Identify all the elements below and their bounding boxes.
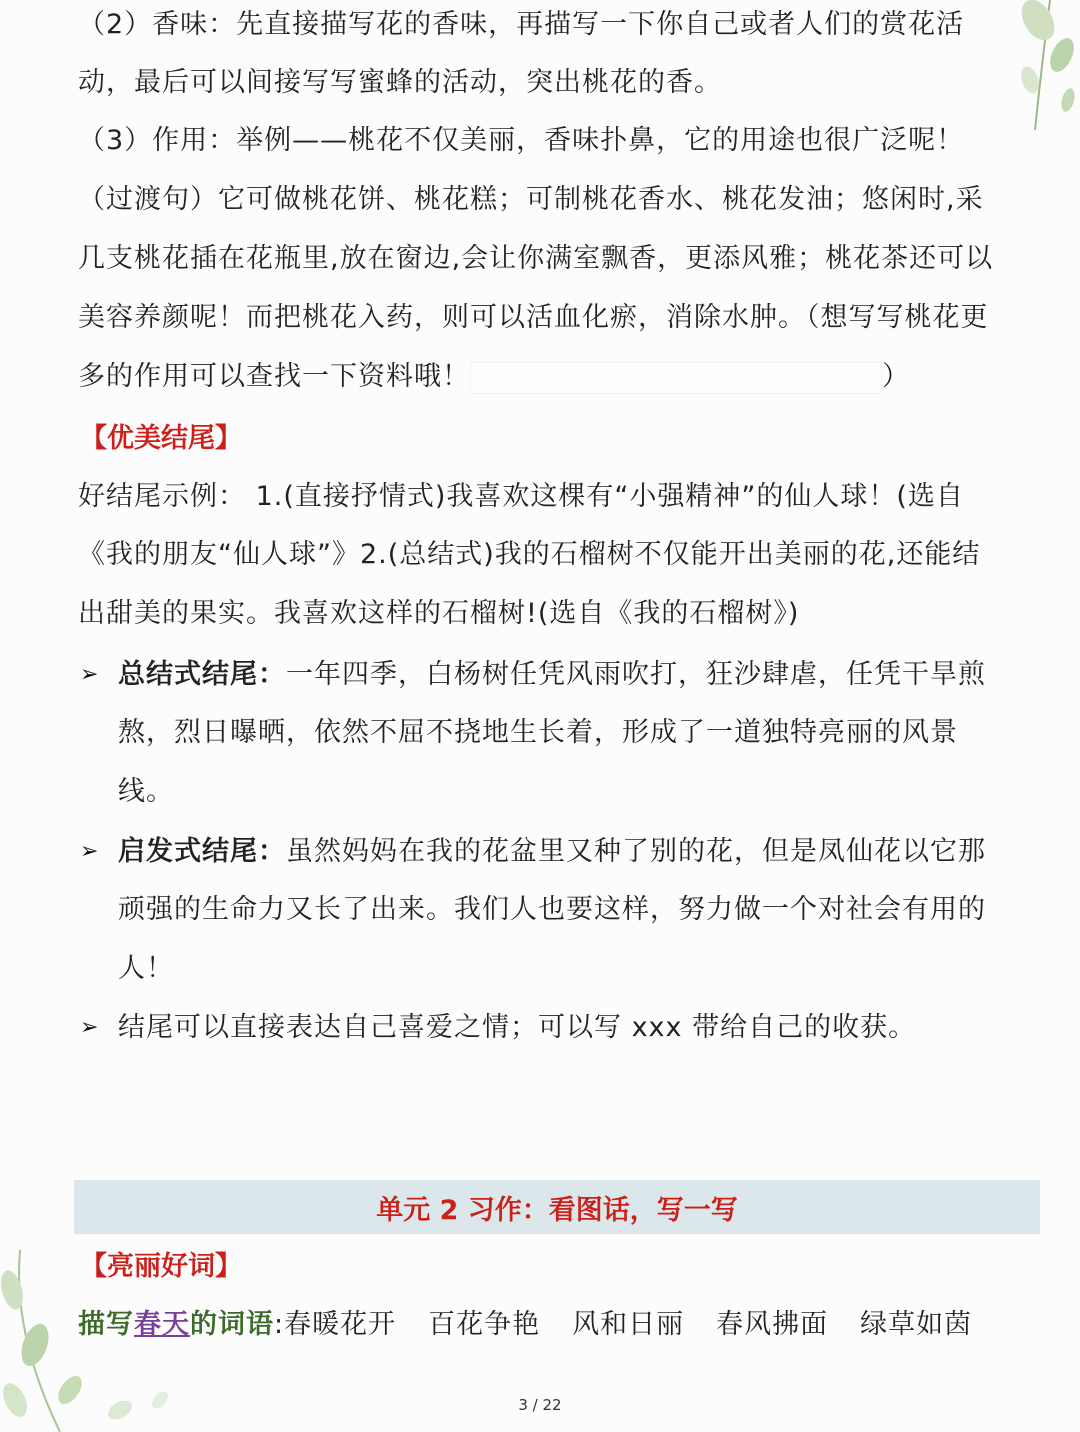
text-span: 虽然妈妈在我的花盆里又种了别的花，但是凤仙花以它那 <box>286 836 986 867</box>
text-line: 几支桃花插在花瓶里,放在窗边,会让你满室飘香，更添风雅；桃花茶还可以 <box>78 243 994 274</box>
word-list-line <box>78 1305 1004 1345</box>
word-item: 绿草如茵 <box>860 1309 973 1340</box>
text-line <box>78 357 910 397</box>
unit-title-banner <box>74 1180 1040 1234</box>
bullet-arrow-icon: ➢ <box>80 662 99 687</box>
text-span: 一年四季，白杨树任凭风雨吹打，狂沙肆虐，任凭干旱煎 <box>286 659 986 690</box>
bullet-text-line: 顽强的生命力又长了出来。我们人也要这样，努力做一个对社会有用的 <box>118 894 986 925</box>
bullet-label: 启发式结尾： <box>118 836 286 867</box>
bullet-text-line <box>118 832 986 872</box>
bullet-text-line: 线。 <box>118 776 174 807</box>
text-line: 美容养颜呢！而把桃花入药，则可以活血化瘀，消除水肿。（想写写桃花更 <box>78 302 989 333</box>
text-span: ） <box>882 361 910 392</box>
colon: : <box>274 1309 285 1340</box>
bullet-label: 总结式结尾： <box>118 659 286 690</box>
section-heading-ending: 【优美结尾】 <box>80 423 242 454</box>
words-label: 的词语 <box>190 1309 274 1340</box>
bullet-arrow-icon: ➢ <box>80 839 99 864</box>
words-label-highlight: 春天 <box>134 1309 190 1340</box>
unit-title: 单元 2 习作：看图话，写一写 <box>376 1194 738 1226</box>
word-item: 风和日丽 <box>572 1309 685 1340</box>
text-line: 好结尾示例： 1.(直接抒情式)我喜欢这棵有“小强精神”的仙人球！(选自 <box>78 481 964 512</box>
text-span: 多的作用可以查找一下资料哦！ <box>78 361 470 392</box>
bullet-text-line: 人！ <box>118 953 174 984</box>
text-line: 出甜美的果实。我喜欢这样的石榴树!(选自《我的石榴树》) <box>78 598 800 629</box>
blank-fill-box <box>470 362 882 394</box>
text-line: （2）香味：先直接描写花的香味，再描写一下你自己或者人们的赏花活 <box>78 9 965 40</box>
word-item: 春风拂面 <box>716 1309 829 1340</box>
word-item: 百花争艳 <box>428 1309 541 1340</box>
text-line: （过渡句）它可做桃花饼、桃花糕；可制桃花香水、桃花发油；悠闲时,采 <box>78 184 984 215</box>
bullet-text-line: 结尾可以直接表达自己喜爱之情；可以写 xxx 带给自己的收获。 <box>118 1012 917 1043</box>
bullet-text-line <box>118 655 986 695</box>
text-line: （3）作用：举例——桃花不仅美丽，香味扑鼻，它的用途也很广泛呢！ <box>78 125 965 156</box>
leaf-decoration-top-right <box>990 0 1080 130</box>
page-number: 3 / 22 <box>518 1396 562 1414</box>
section-heading-words: 【亮丽好词】 <box>80 1251 242 1282</box>
bullet-text-line: 熬，烈日曝晒，依然不屈不挠地生长着，形成了一道独特亮丽的风景 <box>118 717 958 748</box>
text-line: 动，最后可以间接写写蜜蜂的活动，突出桃花的香。 <box>78 67 722 98</box>
text-line: 《我的朋友“仙人球”》2.(总结式)我的石榴树不仅能开出美丽的花,还能结 <box>78 539 981 570</box>
word-item: 春暖花开 <box>284 1309 397 1340</box>
bullet-arrow-icon: ➢ <box>80 1015 99 1040</box>
words-label: 描写 <box>78 1309 134 1340</box>
